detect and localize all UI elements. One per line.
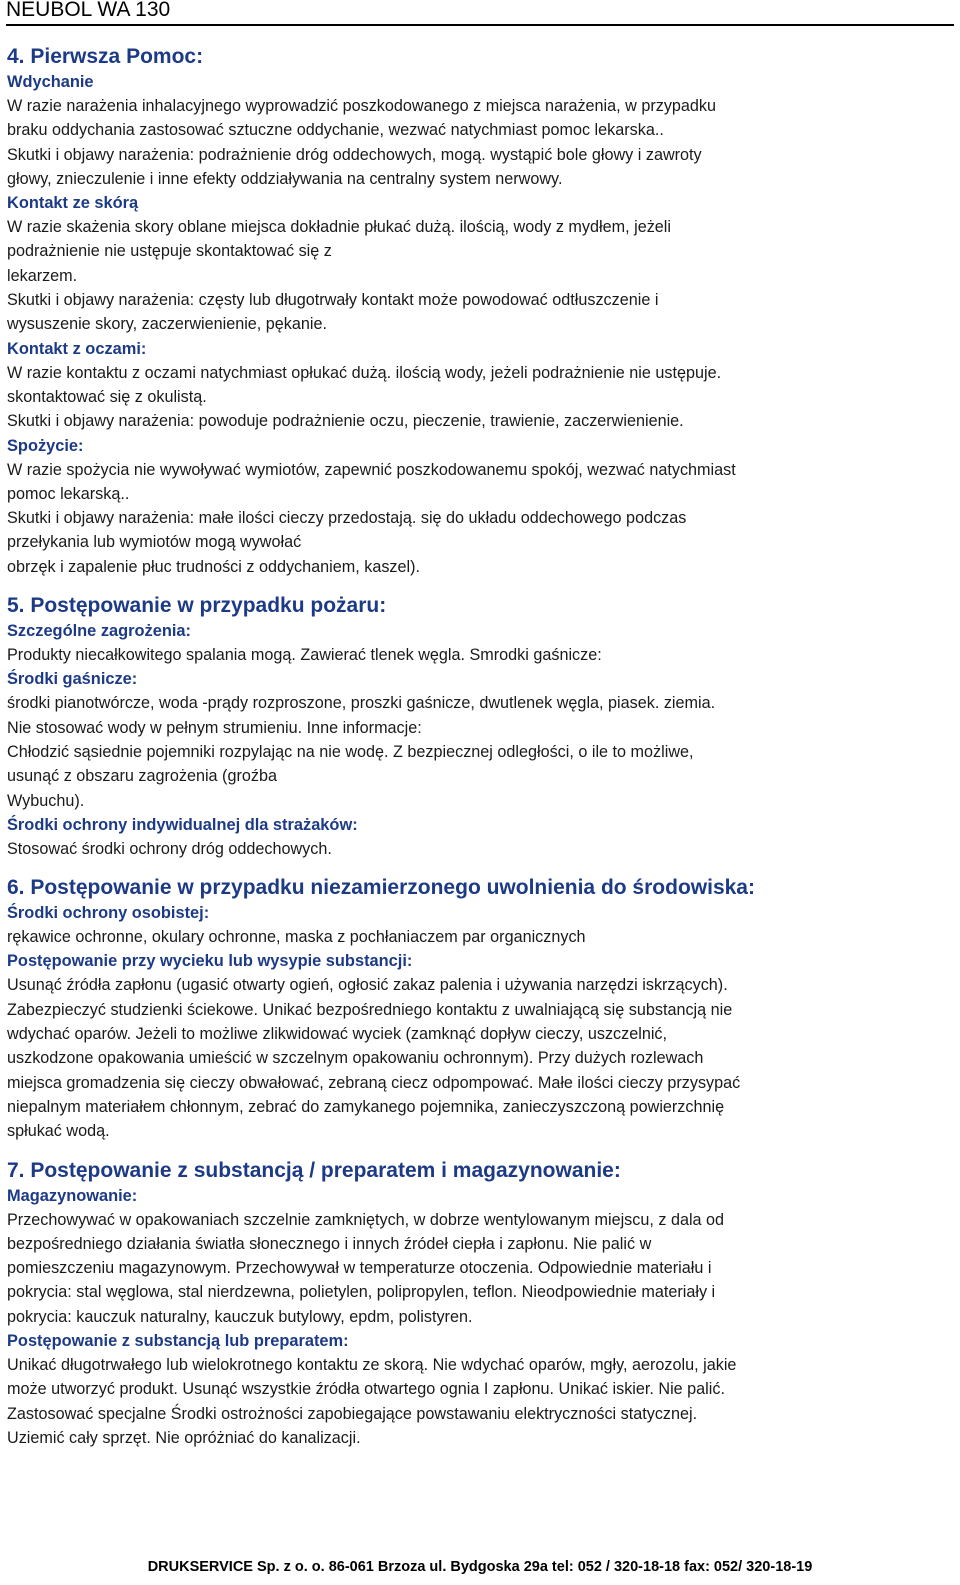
text-line: rękawice ochronne, okulary ochronne, maska z pochłaniaczem par organicznych xyxy=(7,928,586,947)
text-line: Skutki i objawy narażenia: małe ilości cieczy przedostają. się do układu oddechowego podczas xyxy=(7,509,687,528)
text-line: Produkty niecałkowitego spalania mogą. Zawierać tlenek węgla. Smrodki gaśnicze: xyxy=(7,646,602,665)
text-line: pokrycia: stal węglowa, stal nierdzewna, polietylen, polipropylen, teflon. Nieodpowiednie materiały i xyxy=(7,1283,716,1302)
subsection-heading: Środki gaśnicze: xyxy=(7,670,138,689)
text-line: pokrycia: kauczuk naturalny, kauczuk butylowy, epdm, polistyren. xyxy=(7,1307,473,1326)
subsection-heading: Środki ochrony osobistej: xyxy=(7,904,210,923)
text-line: Przechowywać w opakowaniach szczelnie zamkniętych, w dobrze wentylowanym miejscu, z dala od xyxy=(7,1210,725,1229)
subsection-heading: Kontakt z oczami: xyxy=(7,339,147,358)
section-title: 4. Pierwsza Pomoc: xyxy=(7,45,204,68)
text-line: Wybuchu). xyxy=(7,791,85,810)
text-line: obrzęk i zapalenie płuc trudności z oddychaniem, kaszel). xyxy=(7,557,420,576)
text-line: Nie stosować wody w pełnym strumieniu. Inne informacje: xyxy=(7,718,422,737)
text-line: braku oddychania zastosować sztuczne oddychanie, wezwać natychmiast pomoc lekarska.. xyxy=(7,121,664,140)
text-line: środki pianotwórcze, woda -prądy rozproszone, proszki gaśnicze, dwutlenek węgla, piasek. ziemia. xyxy=(7,694,716,713)
section xyxy=(7,593,952,861)
text-line: W razie kontaktu z oczami natychmiast opłukać dużą. ilością wody, jeżeli podrażnienie nie ustępuje. xyxy=(7,363,722,382)
text-line: wysuszenie skory, zaczerwienienie, pękanie. xyxy=(7,315,328,334)
product-name: NEUBOL WA 130 xyxy=(6,0,171,21)
footer-company-info: DRUKSERVICE Sp. z o. o. 86-061 Brzoza ul. Bydgoska 29a tel: 052 / 320-18-18 fax: 052/ 320-18-19 xyxy=(147,1559,813,1575)
text-line: Skutki i objawy narażenia: częsty lub długotrwały kontakt może powodować odtłuszczenie i xyxy=(7,291,659,310)
text-line: głowy, znieczulenie i inne efekty oddziaływania na centralny system nerwowy. xyxy=(7,169,563,188)
section xyxy=(7,1158,952,1451)
text-line: W razie spożycia nie wywoływać wymiotów, zapewnić poszkodowanemu spokój, wezwać natychmiast xyxy=(7,460,736,479)
section-title: 6. Postępowanie w przypadku niezamierzonego uwolnienia do środowiska: xyxy=(7,876,755,900)
text-line: Stosować środki ochrony dróg oddechowych. xyxy=(7,839,332,858)
subsection-heading: Spożycie: xyxy=(7,436,84,455)
subsection-heading: Magazynowanie: xyxy=(7,1186,138,1205)
text-line: spłukać wodą. xyxy=(7,1122,110,1141)
text-line: podrażnienie nie ustępuje skontaktować się z xyxy=(7,242,332,261)
text-line: W razie skażenia skory oblane miejsca dokładnie płukać dużą. ilością, wody z mydłem, jeżeli xyxy=(7,218,671,237)
text-line: miejsca gromadzenia się cieczy obwałować, zebraną ciecz odpompować. Małe ilości cieczy przysypać xyxy=(7,1073,741,1092)
text-line: W razie narażenia inhalacyjnego wyprowadzić poszkodowanego z miejsca narażenia, w przypadku xyxy=(7,97,717,115)
text-line: może utworzyć produkt. Usunąć wszystkie źródła otwartego ognia I zapłonu. Unikać iskier. Nie palić. xyxy=(7,1380,725,1399)
subsection-heading: Wdychanie xyxy=(7,73,94,91)
text-line: niepalnym materiałem chłonnym, zebrać do zamykanego pojemnika, zanieczyszczoną powierzchnię xyxy=(7,1097,725,1116)
text-line: pomoc lekarską.. xyxy=(7,484,130,503)
text-line: Chłodzić sąsiednie pojemniki rozpylając na nie wodę. Z bezpiecznej odległości, o ile to możliwe, xyxy=(7,742,694,761)
subsection-heading: Postępowanie z substancją lub preparatem: xyxy=(7,1331,349,1350)
text-line: lekarzem. xyxy=(7,266,78,285)
text-line: wdychać oparów. Jeżeli to możliwe zlikwidować wyciek (zamknąć dopływ cieczy, uszczelnić, xyxy=(7,1025,668,1044)
text-line: Uziemić cały sprzęt. Nie opróżniać do kanalizacji. xyxy=(7,1428,361,1447)
subsection-heading: Szczególne zagrożenia: xyxy=(7,622,191,641)
text-line: Zabezpieczyć studzienki ściekowe. Unikać bezpośredniego kontaktu z uwalniającą się substancją nie xyxy=(7,1000,733,1019)
text-line: skontaktować się z okulistą. xyxy=(7,387,207,406)
subsection-heading: Postępowanie przy wycieku lub wysypie substancji: xyxy=(7,952,413,971)
section xyxy=(7,44,952,579)
text-line: Skutki i objawy narażenia: podrażnienie dróg oddechowych, mogą. wystąpić bole głowy i zawroty xyxy=(7,145,702,164)
subsection-heading: Środki ochrony indywidualnej dla strażaków: xyxy=(7,815,358,834)
text-line: przełykania lub wymiotów mogą wywołać xyxy=(7,533,302,552)
text-line: usunąć z obszaru zagrożenia (groźba xyxy=(7,767,277,786)
text-line: Unikać długotrwałego lub wielokrotnego kontaktu ze skorą. Nie wdychać oparów, mgły, aerozolu, jakie xyxy=(7,1355,737,1374)
section-title: 7. Postępowanie z substancją / preparatem i magazynowanie: xyxy=(7,1158,621,1182)
text-line: Skutki i objawy narażenia: powoduje podrażnienie oczu, pieczenie, trawienie, zaczerwienienie. xyxy=(7,412,684,431)
section-title: 5. Postępowanie w przypadku pożaru: xyxy=(7,594,387,618)
section xyxy=(7,875,952,1143)
document-header xyxy=(6,0,954,26)
text-line: uszkodzone opakowania umieścić w szczelnym opakowaniu ochronnym). Przy dużych rozlewach xyxy=(7,1049,704,1068)
page-footer xyxy=(0,1558,960,1576)
text-line: Zastosować specjalne Środki ostrożności zapobiegające powstawaniu elektryczności statycznej. xyxy=(7,1404,698,1423)
text-line: Usunąć źródła zapłonu (ugasić otwarty ogień, ogłosić zakaz palenia i używania narzędzi iskrzących). xyxy=(7,976,728,995)
subsection-heading: Kontakt ze skórą xyxy=(7,194,139,213)
text-line: bezpośredniego działania światła słonecznego i innych źródeł ciepła i zapłonu. Nie palić w xyxy=(7,1234,652,1253)
document-body xyxy=(7,44,952,1450)
text-line: pomieszczeniu magazynowym. Przechowywał w temperaturze otoczenia. Odpowiednie materiału i xyxy=(7,1259,712,1278)
